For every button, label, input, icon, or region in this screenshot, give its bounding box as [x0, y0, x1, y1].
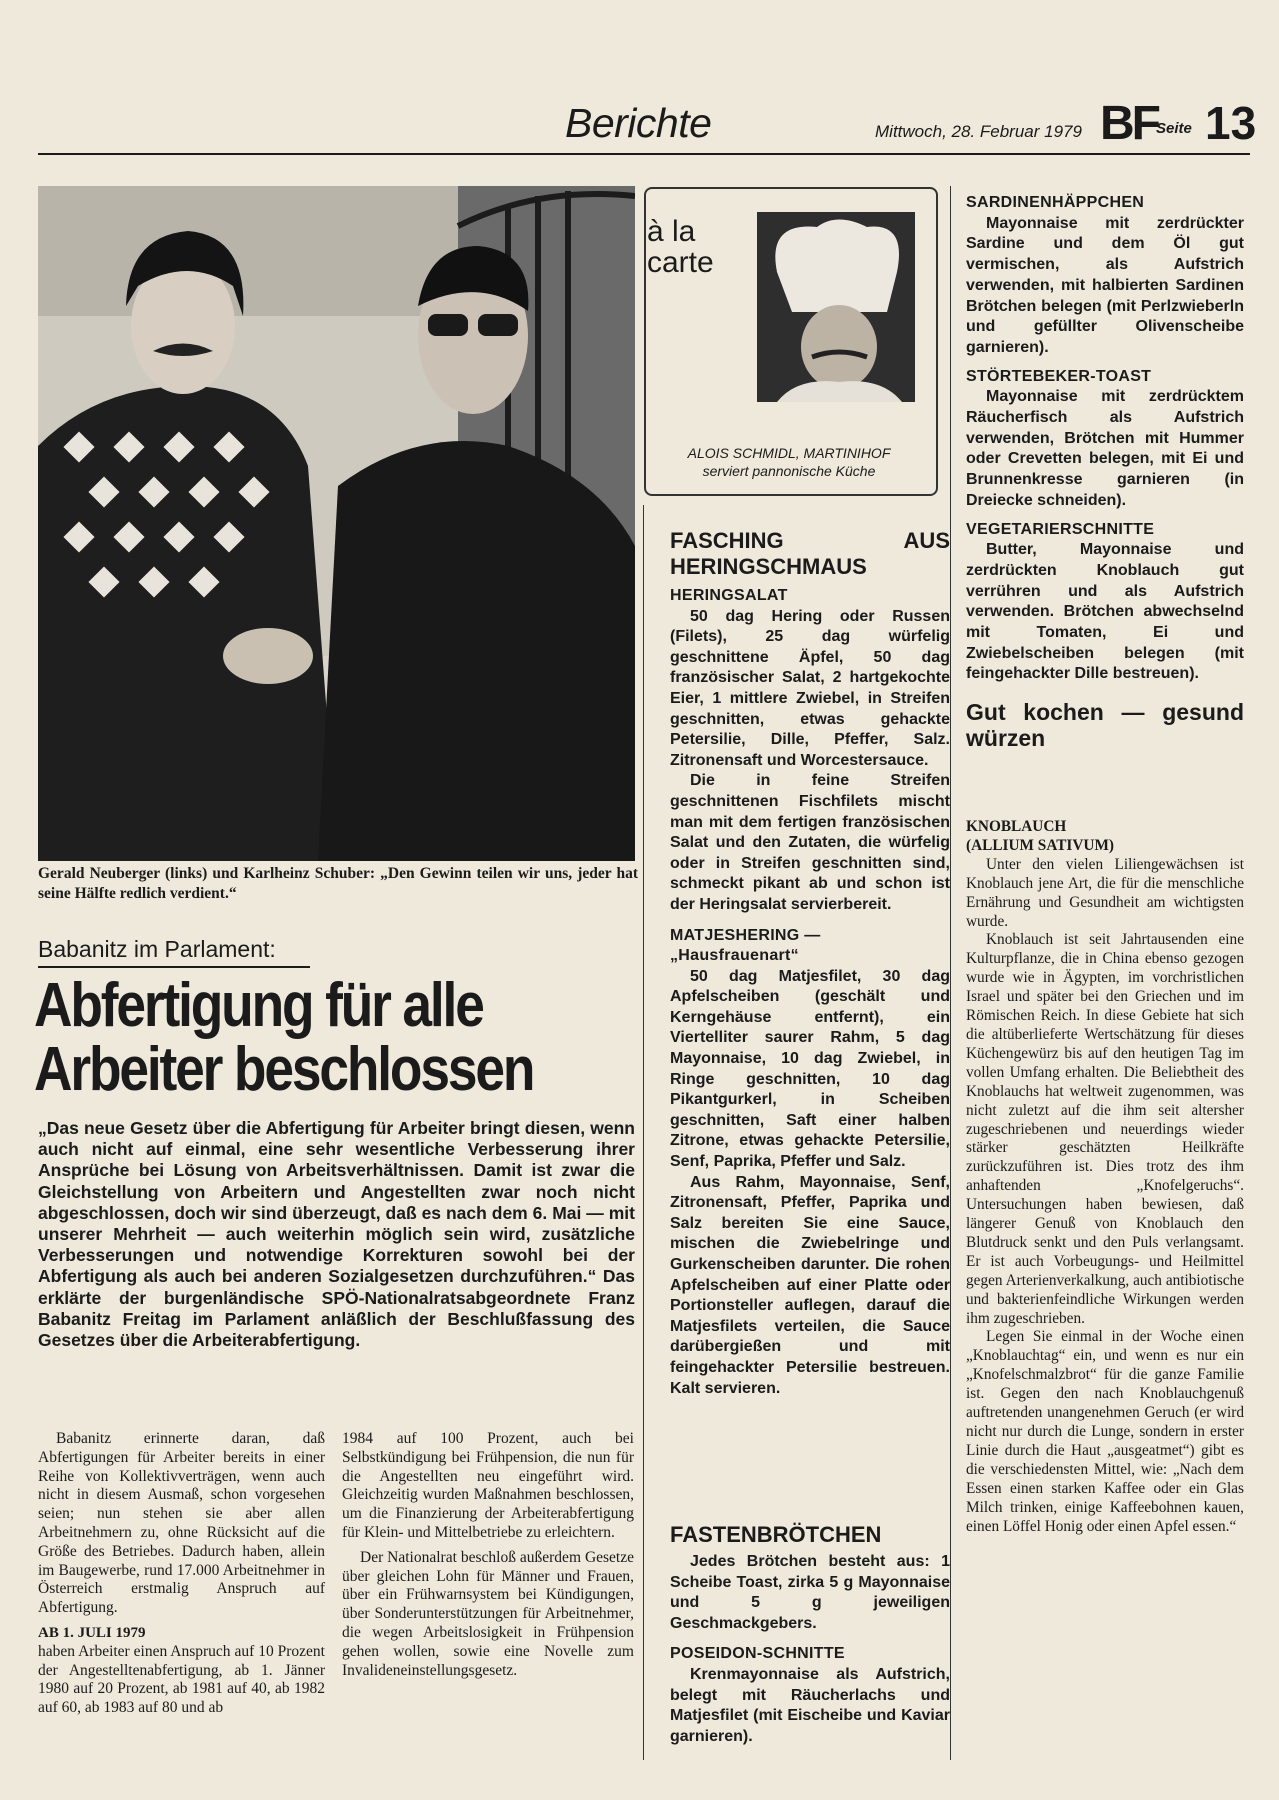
matjes-paragraph-1: 50 dag Matjesfilet, 30 dag Apfelscheiben (geschält und Kerngehäuse entfernt), ein Viertelliter saurer Rahm, 5 dag Mayonnaise, 10 dag Zwiebel, in Ringe geschnitten, 10 dag Pikantgurkerl, in Scheiben geschnitten, Saft einer halben Zitrone, etwas gehackte Petersilie, Senf, Paprika, Pfeffer und Salz.	[670, 967, 950, 1171]
knoblauch-heading: KNOBLAUCH	[966, 818, 1067, 835]
alacarte-title-line-1: à la	[647, 215, 696, 248]
sardinen-paragraph: Mayonnaise mit zerdrückter Sardine und dem Öl gut vermischen, als Aufstrich verwenden, mit halbierten Sardinen Brötchen belegen (mit Perlzwieberln und gefüllter Olivenscheibe garnieren).	[966, 214, 1244, 356]
recipes-right	[966, 193, 1244, 751]
vegetarier-heading: VEGETARIERSCHNITTE	[966, 520, 1155, 538]
chef-caption-line-2: serviert pannonische Küche	[702, 463, 876, 479]
article-headline	[34, 971, 567, 1104]
col2-paragraph-1: 1984 auf 100 Prozent, auch bei Selbstkündigung bei Frühpension, die nun für die Angestellten neu eingeführt wird. Gleichzeitig wurden Maßnahmen beschlossen, um die Finanzierung der Arbeiterabfertigung für Klein- und Mittelbetriebe zu erleichtern.	[342, 1430, 634, 1541]
photo-caption: Gerald Neuberger (links) und Karlheinz Schuber: „Den Gewinn teilen wir uns, jeder hat seine Hälfte redlich verdient.“	[38, 865, 638, 902]
column-rule-1	[643, 505, 644, 1760]
headline-line-2: Arbeiter beschlossen	[34, 1035, 534, 1104]
stoertebeker-paragraph: Mayonnaise mit zerdrücktem Räucherfisch als Aufstrich verwenden, Brötchen mit Hummer oder Crevetten belegen, mit Ei und Brunnenkresse garnieren (in Dreiecke schneiden).	[966, 388, 1244, 509]
heringsalat-heading: HERINGSALAT	[670, 587, 788, 604]
column-rule-2	[950, 186, 951, 1760]
chef-photo	[757, 212, 915, 402]
fasching-section	[670, 528, 950, 1399]
alacarte-title-line-2: carte	[647, 246, 714, 279]
photo-illustration	[38, 186, 635, 861]
matjes-subheading: „Hausfrauenart“	[670, 947, 799, 965]
chef-caption-line-1: ALOIS SCHMIDL, MARTINIHOF	[687, 445, 891, 461]
knoblauch-paragraph-3: Legen Sie einmal in der Woche einen „Knoblauchtag“ ein, und wenn es nur ein „Knofelschmalzbrot“ für die ganze Familie ist. Gegen den nach Knoblauchgenuß auftretenden unangenehmen Geruch (er wird nicht nur durch die Lunge, sondern in erster Linie durch die Haut „ausgeatmet“) gibt es die verschiedensten Mittel, wie: „Nach dem Essen einen starken Kaffee oder ein Glas Milch trinken, einige Kaffeebohnen kauen, einen Löffel Honig oder einen Apfel essen.“	[966, 1328, 1244, 1535]
matjes-paragraph-2: Aus Rahm, Mayonnaise, Senf, Zitronensaft, Pfeffer, Paprika und Salz bereiten Sie eine Sauce, mischen die Zwiebelringe und Gurkenscheiben darunter. Die rohen Apfelscheiben auf einer Platte oder Portionsteller auflegen, darauf die Matjesfilets verteilen, die Sauce darübergießen und mit feingehackter Petersilie bestreuen. Kalt servieren.	[670, 1173, 950, 1397]
poseidon-heading: POSEIDON-SCHNITTE	[670, 1645, 845, 1663]
heringsalat-paragraph-1: 50 dag Hering oder Russen (Filets), 25 dag würfelig geschnittene Äpfel, 50 dag französischer Salat, 2 hartgekochte Eier, 1 mittlere Zwiebel, in Streifen geschnitten, etwas gehackte Petersilie, Dille, Pfeffer, Salz. Zitronensaft und Worcestersauce.	[670, 607, 950, 769]
header-rule	[38, 153, 1250, 155]
section-title: Berichte	[565, 100, 712, 146]
article-kicker: Babanitz im Parlament:	[38, 936, 276, 962]
kicker-underline	[38, 966, 310, 968]
headline-line-1: Abfertigung für alle	[34, 971, 483, 1040]
poseidon-paragraph: Krenmayonnaise als Aufstrich, belegt mit Räucherlachs und Matjesfilet (mit Eischeibe und Kaviar garnieren).	[670, 1665, 950, 1745]
gut-kochen-heading: Gut kochen — gesund würzen	[966, 699, 1244, 752]
sardinen-heading: SARDINENHÄPPCHEN	[966, 194, 1145, 211]
article-column-2	[342, 1430, 634, 1686]
issue-date: Mittwoch, 28. Februar 1979	[875, 122, 1082, 141]
page-number: 13	[1205, 97, 1257, 149]
page-label: Seite	[1156, 120, 1192, 137]
article-column-1	[38, 1430, 325, 1724]
col2-paragraph-2: Der Nationalrat beschloß außerdem Gesetze über gleichen Lohn für Männer und Frauen, über ein Frühwarnsystem bei Kündigungen, über Sonderunterstützungen für Arbeitnehmer, die wegen Arbeitslosigkeit in Frühpension gehen wollen, sowie eine Novelle zum Invalideneinstellungsgesetz.	[342, 1548, 634, 1679]
fasten-title: FASTENBRÖTCHEN	[670, 1522, 882, 1547]
vegetarier-paragraph: Butter, Mayonnaise und zerdrückten Knoblauch gut verrühren und als Aufstrich verwenden. Brötchen abwechselnd mit Tomaten, Ei und Zwiebelscheiben belegen (mit feingehackter Dille bestreuen).	[966, 541, 1244, 683]
knoblauch-article	[966, 818, 1244, 1536]
col1-subhead: AB 1. JULI 1979	[38, 1624, 146, 1641]
chef-caption	[648, 444, 930, 480]
knoblauch-paragraph-1: Unter den vielen Liliengewächsen ist Knoblauch jene Art, die für die menschliche Ernährung und Gesundheit am wichtigsten wurde.	[966, 855, 1244, 930]
col1-paragraph-1: Babanitz erinnerte daran, daß Abfertigungen für Arbeiter bereits in einer Reihe von Kollektivverträgen, wenn auch nicht in diesem Ausmaß, schon vorgesehen seien; nun stehen sie aber allen Arbeitnehmern zu, ohne Rücksicht auf die Größe des Betriebes. Dadurch haben, allein im Baugewerbe, rund 17.000 Arbeitnehmer in Österreich erstmalig Anspruch auf Abfertigung.	[38, 1430, 325, 1617]
article-photo	[38, 186, 635, 861]
knoblauch-paragraph-2: Knoblauch ist seit Jahrtausenden eine Kulturpflanze, die in China ebenso gezogen wurde wie in Ägypten, im vorchristlichen Israel und später bei den Griechen und im Römischen Reich. In diese Gebiete hat sich die altüberlieferte Wertschätzung für dieses Küchengewürz bis auf den heutigen Tag im vollen Umfang erhalten. Die Beliebtheit des Knoblauchs hat weltweit zugenommen, was nicht zuletzt auf die ihm seit altersher zugeschriebenen und neuerdings wieder stärker geschätzten Heilkräfte zurückzuführen ist. Dies trotz des ihm anhaftenden „Knofelgeruchs“. Untersuchungen haben bewiesen, daß längerer Genuß von Knoblauch den Blutdruck senkt und den Puls verlangsamt. Er ist auch Vorbeugungs- und Heilmittel gegen Arterienverkalkung, auch antibiotische und bakterienfeindliche Wirkungen werden ihm zugeschrieben.	[966, 931, 1244, 1327]
fasten-section	[670, 1522, 950, 1747]
alacarte-title	[647, 216, 714, 278]
knoblauch-subheading: (ALLIUM SATIVUM)	[966, 836, 1115, 854]
article-lead: „Das neue Gesetz über die Abfertigung für Arbeiter bringt diesen, wenn auch nicht auf einmal, eine sehr wesentliche Verbesserung ihrer Ansprüche bei Lösung von Arbeitsverhältnissen. Damit ist zwar die Gleichstellung von Arbeitern und Angestellten zwar noch nicht abgeschlossen, doch wir sind überzeugt, daß es nach dem 6. Mai — mit unserer Mehrheit — auch weiterhin möglich sein wird, zusätzliche Verbesserungen und notwendige Korrekturen sowohl bei der Abfertigung als auch bei anderen Sozialgesetzen durchzuführen.“ Das erklärte der burgenländische SPÖ-Nationalratsabgeordnete Franz Babanitz Freitag im Parlament anläßlich der Beschlußfassung des Gesetzes über die Arbeiterabfertigung.	[38, 1118, 635, 1351]
heringsalat-paragraph-2: Die in feine Streifen geschnittenen Fischfilets mischt man mit dem fertigen französischen Salat und den Zutaten, die würfelig oder in Streifen geschnitten sind, schmeckt pikant ab und schon ist der Heringsalat servierbereit.	[670, 772, 950, 913]
col1-paragraph-2: haben Arbeiter einen Anspruch auf 10 Prozent der Angestelltenabfertigung, ab 1. Jänner 1980 auf 20 Prozent, ab 1981 auf 40, ab 1982 auf 60, ab 1983 auf 80 und ab	[38, 1642, 325, 1717]
newspaper-logo: BF	[1100, 97, 1158, 150]
fasching-title: FASCHING AUS HERINGSCHMAUS	[670, 528, 950, 579]
stoertebeker-heading: STÖRTEBEKER-TOAST	[966, 367, 1152, 385]
matjes-heading: MATJESHERING —	[670, 926, 821, 944]
fasten-paragraph: Jedes Brötchen besteht aus: 1 Scheibe Toast, zirka 5 g Mayonnaise und 5 g jeweiligen Geschmackgebers.	[670, 1553, 950, 1632]
chef-illustration	[757, 212, 915, 402]
